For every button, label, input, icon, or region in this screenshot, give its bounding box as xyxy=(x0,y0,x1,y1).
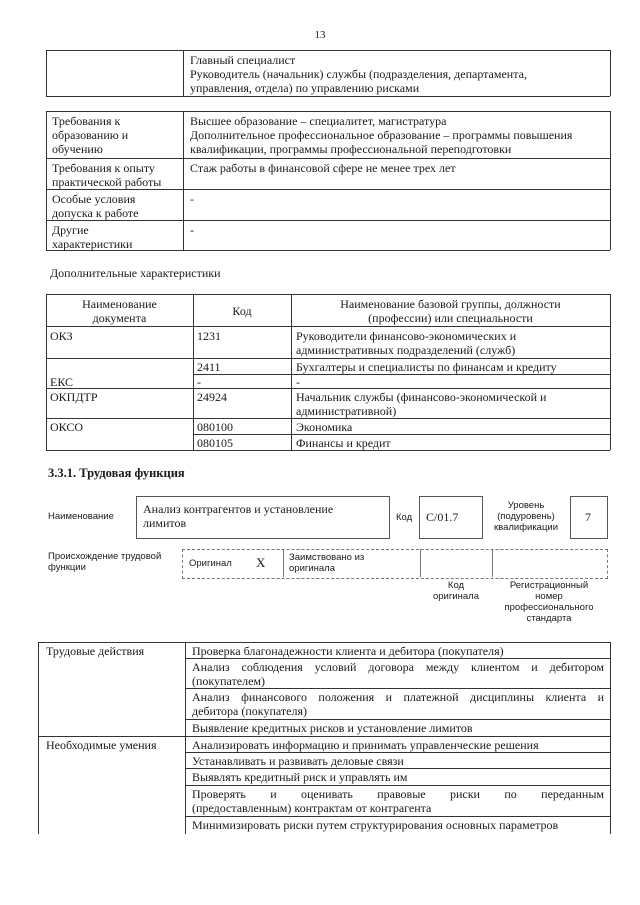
table-cell-code: 2411 xyxy=(197,360,221,374)
table-border xyxy=(46,388,610,389)
table-cell-code: 24924 xyxy=(197,390,227,404)
table-cell-code: 080105 xyxy=(197,436,233,450)
table-border xyxy=(46,111,47,250)
table-border xyxy=(183,111,184,250)
table-border xyxy=(46,50,47,96)
requirement-label: Требования к опыту практической работы xyxy=(52,161,162,189)
skill-item: Выявлять кредитный риск и управлять им xyxy=(192,770,408,784)
level-label: Уровень (подуровень) квалификации xyxy=(493,500,559,533)
requirement-label: Другие характеристики xyxy=(52,223,133,251)
table-border xyxy=(46,294,610,295)
table-border xyxy=(46,418,610,419)
table-border xyxy=(46,50,610,51)
position-line: управления, отдела) по управлению рисками xyxy=(190,81,420,95)
skill-item: Минимизировать риски путем структурирования основных параметров xyxy=(192,818,559,832)
requirement-label: Требования к образованию и обучению xyxy=(52,114,129,156)
table-cell-name: Финансы и кредит xyxy=(296,436,391,450)
function-code: C/01.7 xyxy=(426,510,459,524)
table-border xyxy=(46,158,610,159)
header-code: Код xyxy=(232,304,252,318)
requirement-value: - xyxy=(190,192,194,206)
action-item: Выявление кредитных рисков и установление лимитов xyxy=(192,721,473,735)
table-border xyxy=(46,96,610,97)
origin-divider xyxy=(283,549,284,577)
table-cell-doc: ОКСО xyxy=(50,420,84,434)
code-label: Код xyxy=(396,512,413,523)
requirement-value: - xyxy=(190,223,194,237)
table-cell-doc: ОКПДТР xyxy=(50,390,98,404)
table-border xyxy=(46,358,610,359)
header-name: Наименование базовой группы, должности (профессии) или специальности xyxy=(340,297,561,325)
table-border xyxy=(610,642,611,834)
additional-title: Дополнительные характеристики xyxy=(50,266,221,280)
table-cell-name: Бухгалтеры и специалисты по финансам и кредиту xyxy=(296,360,557,374)
table-border xyxy=(185,642,186,834)
table-border xyxy=(185,688,610,689)
table-cell-code: 1231 xyxy=(197,329,221,343)
table-cell-name: Экономика xyxy=(296,420,353,434)
table-cell-code: - xyxy=(197,375,201,389)
origin-label: Происхождение трудовой функции xyxy=(48,551,162,573)
table-border xyxy=(193,434,610,435)
table-border xyxy=(185,785,610,786)
origin-divider xyxy=(492,549,493,577)
table-border xyxy=(46,189,610,190)
name-label: Наименование xyxy=(48,511,114,522)
skill-item: Проверять и оценивать правовые риски по переданным (предоставленным) контрактам от контрагента xyxy=(192,787,604,815)
original-code-caption: Код оригинала xyxy=(432,580,479,602)
table-cell-doc: ОКЗ xyxy=(50,329,73,343)
original-label: Оригинал xyxy=(189,558,232,569)
table-border xyxy=(185,768,610,769)
table-border xyxy=(193,374,610,375)
table-cell-name: Начальник службы (финансово-экономической и административной) xyxy=(296,390,547,418)
table-border xyxy=(46,326,610,327)
table-border xyxy=(46,450,610,451)
table-border xyxy=(46,111,610,112)
table-cell-doc: ЕКС xyxy=(50,375,74,389)
requirement-value: Стаж работы в финансовой сфере не менее трех лет xyxy=(190,161,456,175)
actions-label: Трудовые действия xyxy=(46,644,145,658)
table-border xyxy=(46,220,610,221)
table-border xyxy=(610,294,611,450)
origin-box xyxy=(182,549,608,579)
table-border xyxy=(610,111,611,250)
table-border xyxy=(185,816,610,817)
registration-caption: Регистрационный номер профессионального стандарта xyxy=(504,580,594,624)
table-border xyxy=(183,50,184,96)
requirement-label: Особые условия допуска к работе xyxy=(52,192,139,220)
table-border xyxy=(185,752,610,753)
table-border xyxy=(38,736,610,737)
skill-item: Устанавливать и развивать деловые связи xyxy=(192,754,404,768)
table-border xyxy=(185,658,610,659)
requirement-value: Высшее образование – специалитет, магистратура Дополнительное профессиональное образование – программы повышения квалификации, программы профессиональной переподготовки xyxy=(190,114,573,156)
table-cell-name: - xyxy=(296,375,300,389)
skills-label: Необходимые умения xyxy=(46,738,157,752)
position-line: Руководитель (начальник) службы (подразделения, департамента, xyxy=(190,67,527,81)
action-item: Анализ финансового положения и платежной дисциплины клиента и дебитора (покупателя) xyxy=(192,690,604,718)
table-border xyxy=(38,642,610,643)
table-cell-code: 080100 xyxy=(197,420,233,434)
position-line: Главный специалист xyxy=(190,53,296,67)
function-level: 7 xyxy=(585,510,591,524)
action-item: Проверка благонадежности клиента и дебитора (покупателя) xyxy=(192,644,504,658)
action-item: Анализ соблюдения условий договора между клиентом и дебитором (покупателем) xyxy=(192,660,604,688)
skill-item: Анализировать информацию и принимать управленческие решения xyxy=(192,738,539,752)
function-name: Анализ контрагентов и установление лимитов xyxy=(143,502,334,530)
section-title: 3.3.1. Трудовая функция xyxy=(48,466,185,480)
borrowed-label: Заимствовано из оригинала xyxy=(289,552,365,574)
table-border xyxy=(610,50,611,96)
header-document: Наименование документа xyxy=(82,297,157,325)
table-cell-name: Руководители финансово-экономических и административных подразделений (служб) xyxy=(296,329,517,357)
page-number: 13 xyxy=(314,29,326,41)
origin-divider xyxy=(420,549,421,577)
original-mark: X xyxy=(256,555,266,570)
table-border xyxy=(38,642,39,834)
table-border xyxy=(185,719,610,720)
